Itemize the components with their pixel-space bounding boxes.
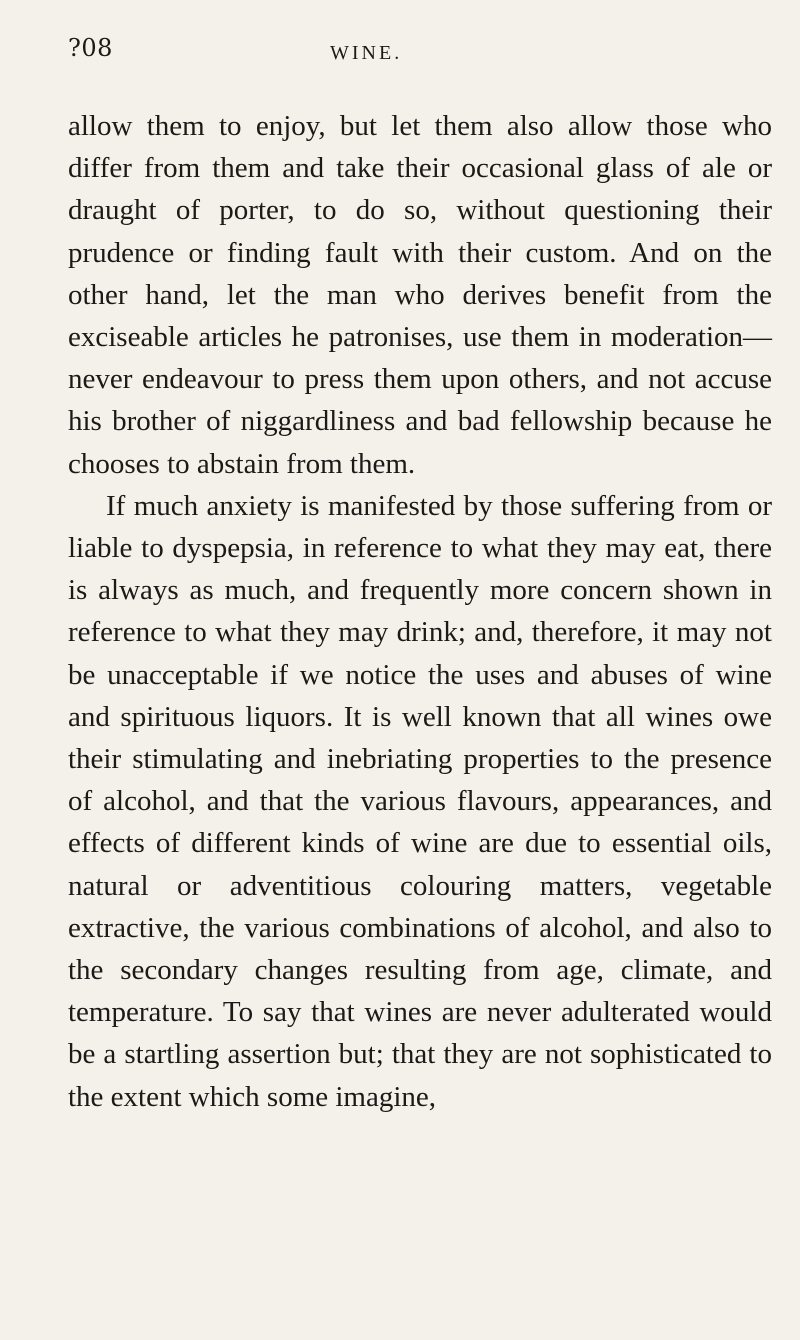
running-head: WINE. xyxy=(330,42,403,64)
page-header xyxy=(68,34,772,90)
page-number: ?08 xyxy=(68,34,113,62)
paragraph-wine-uses: If much anxiety is manifested by those suffering from or liable to dyspepsia, in reference to what they may eat, there is always as much, and frequently more concern shown in reference to what they may drink; and, therefore, it may not be unacceptable if we notice the uses and abuses of wine and spirituous liquors. It is well known that all wines owe their stimulating and inebriating properties to the presence of alcohol, and that the various flavours, appearances, and effects of different kinds of wine are due to essential oils, natural or adventitious colouring matters, vegetable extractive, the various combinations of alcohol, and also to the secondary changes resulting from age, climate, and temperature. To say that wines are never adulterated would be a startling assertion but; that they are not sophisticated to the extent which some imagine, xyxy=(68,489,772,1113)
body-text xyxy=(68,105,772,1118)
paragraph-continuation: allow them to enjoy, but let them also allow those who differ from them and take their occasional glass of ale or draught of porter, to do so, without questioning their prudence or finding fault with their custom. And on the other hand, let the man who derives benefit from the exciseable articles he patronises, use them in moderation—never endeavour to press them upon others, and not accuse his brother of niggardliness and bad fellowship because he chooses to abstain from them. xyxy=(68,110,772,480)
